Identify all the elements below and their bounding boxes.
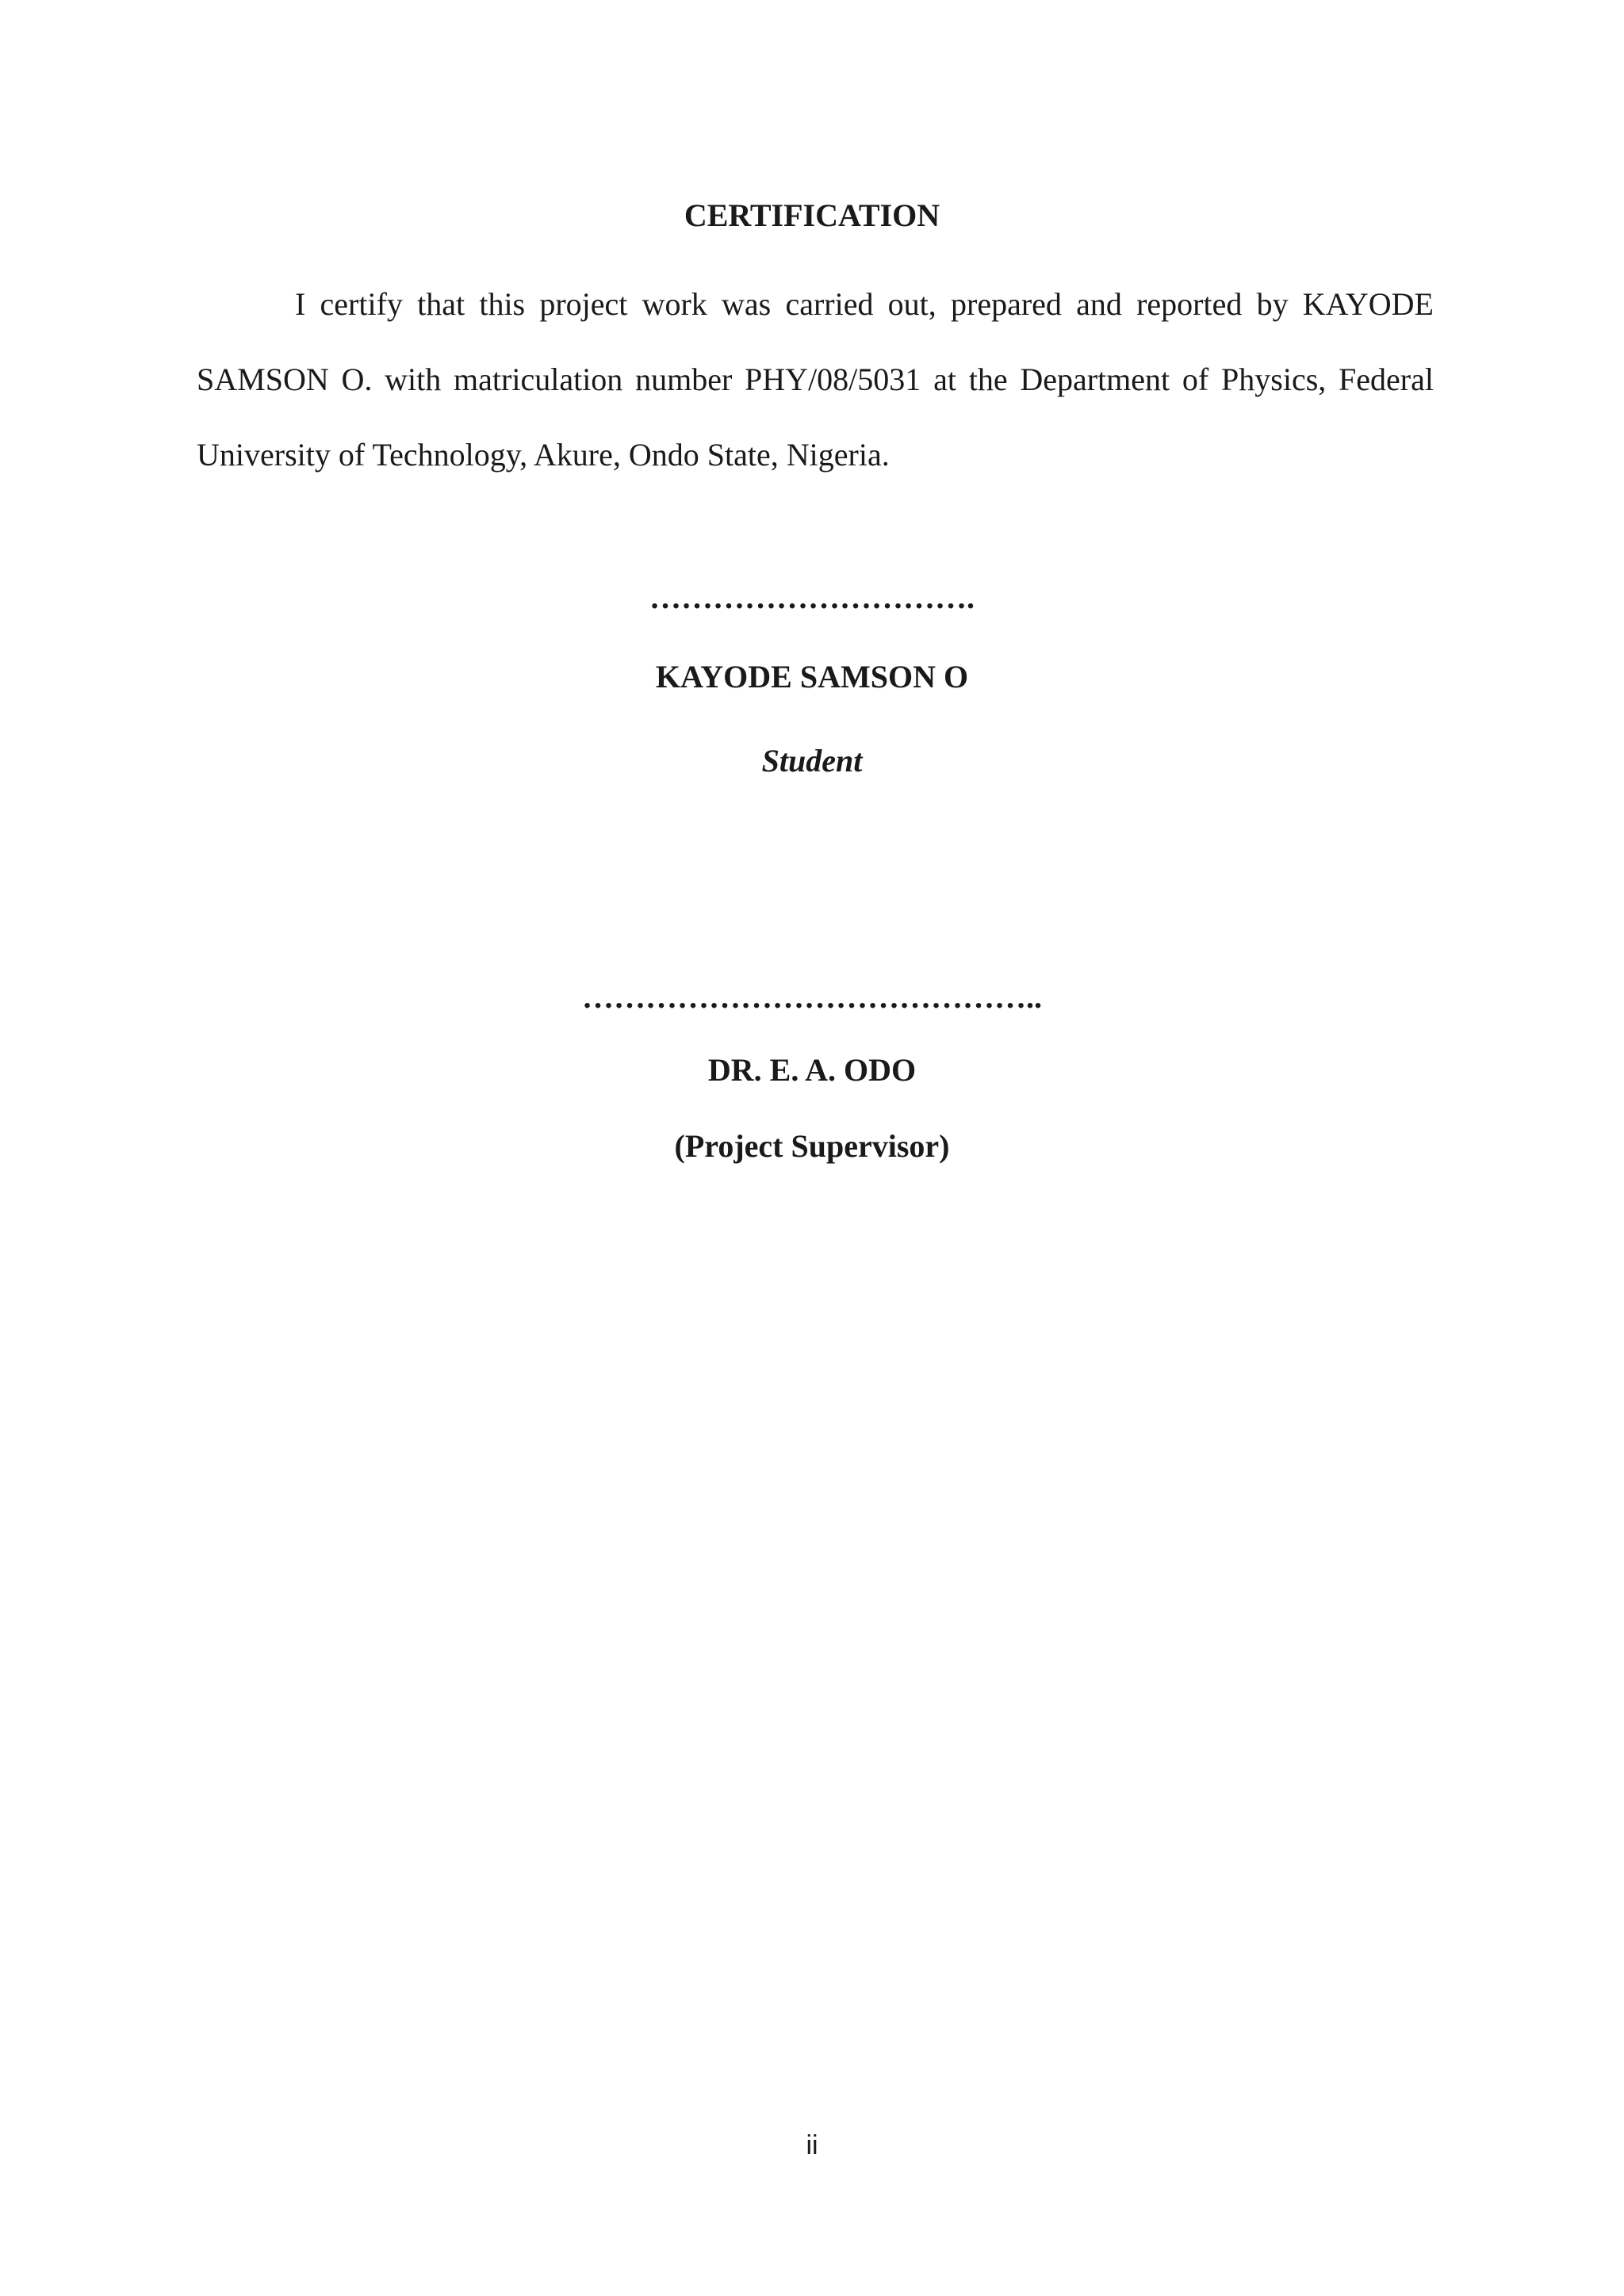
supervisor-role: (Project Supervisor) [674, 1128, 950, 1164]
student-role: Student [761, 743, 863, 779]
page-number: ii [806, 2130, 818, 2160]
certification-paragraph: I certify that this project work was carried out, prepared and reported by KAYODE SAMSON O. with matriculation number PHY/08/5031 at the Department of Physics, Federal University of Technology, Akure, Ondo State, Nigeria. [197, 286, 1434, 473]
student-name: KAYODE SAMSON O [655, 659, 969, 695]
supervisor-name: DR. E. A. ODO [707, 1052, 917, 1088]
student-signature-line: …………………………. [649, 580, 975, 615]
supervisor-signature-line: …………………………………….. [582, 979, 1042, 1015]
page-title: CERTIFICATION [684, 197, 940, 233]
